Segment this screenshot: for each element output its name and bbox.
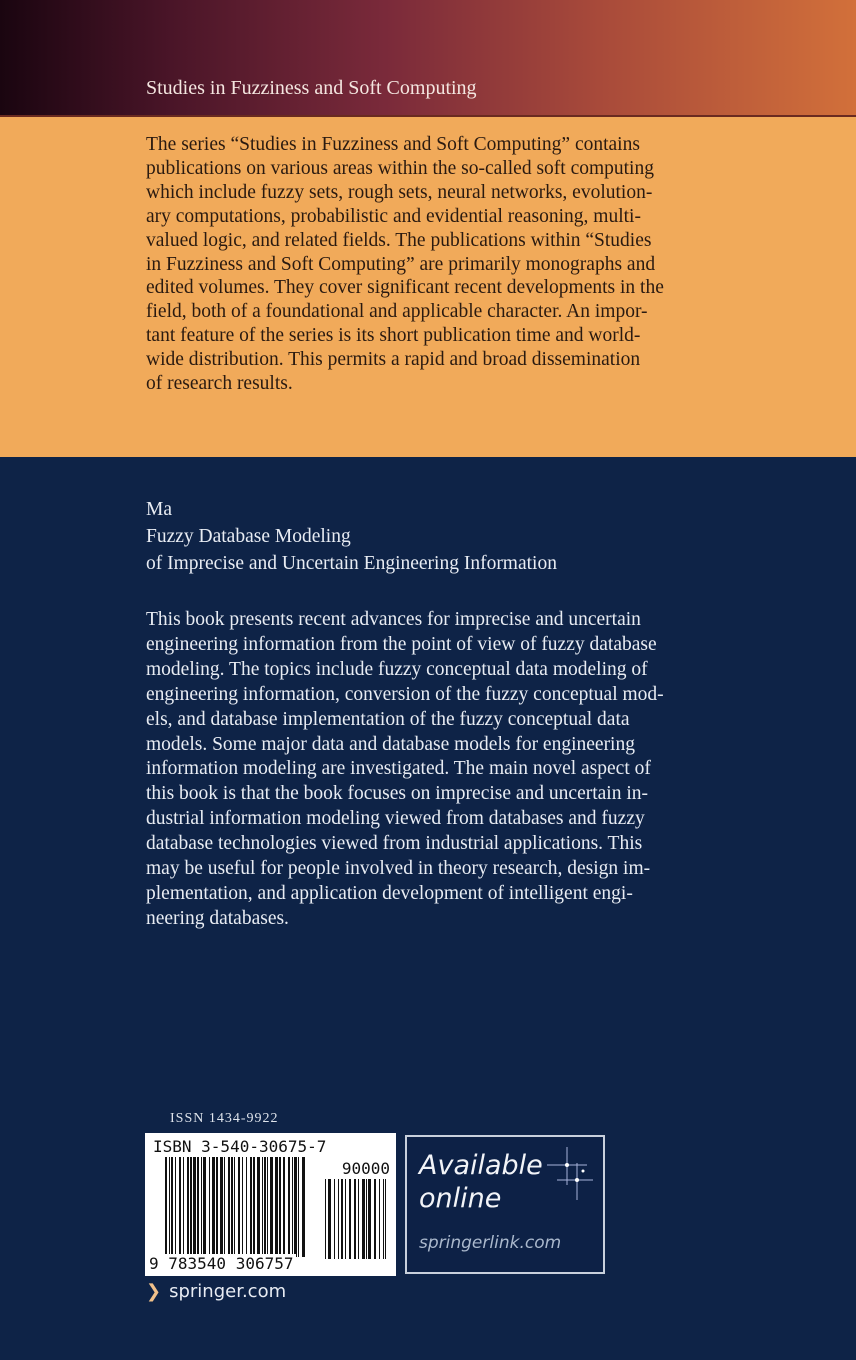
book-info — [146, 496, 557, 577]
barcode-bar — [171, 1157, 173, 1257]
barcode-bar — [250, 1157, 252, 1257]
barcode-bar — [334, 1179, 335, 1259]
barcode-bar — [193, 1157, 196, 1257]
barcode — [145, 1133, 396, 1276]
price-addon: 90000 — [341, 1159, 390, 1178]
springer-link[interactable]: ❯ springer.com — [146, 1281, 287, 1302]
text-line: engineering information, conversion of the fuzzy conceptual mod- — [146, 683, 664, 705]
barcode-bar — [338, 1179, 339, 1259]
text-line: of research results. — [146, 373, 293, 395]
springerlink-link[interactable]: springerlink.com — [419, 1233, 562, 1253]
barcode-bar — [209, 1157, 210, 1257]
text-line: tant feature of the series is its short publication time and world- — [146, 325, 641, 347]
barcode-bar — [341, 1179, 343, 1259]
barcode-bar — [175, 1157, 176, 1257]
barcode-bar — [262, 1157, 263, 1257]
text-line: ary computations, probabilistic and evidential reasoning, multi- — [146, 205, 641, 227]
barcode-bar — [294, 1157, 297, 1257]
book-title: Fuzzy Database Modeling — [146, 526, 351, 547]
barcode-bar — [345, 1179, 346, 1259]
barcode-bar — [234, 1157, 235, 1257]
series-description-band — [0, 117, 856, 457]
text-line: publications on various areas within the so-called soft computing — [146, 157, 654, 179]
available-online-badge — [405, 1135, 605, 1274]
text-line: valued logic, and related fields. The publications within “Studies — [146, 229, 652, 251]
text-line: which include fuzzy sets, rough sets, neural networks, evolution- — [146, 181, 653, 203]
barcode-bar — [385, 1179, 386, 1259]
barcode-bar — [224, 1157, 225, 1257]
barcode-bar — [275, 1157, 278, 1257]
text-line: wide distribution. This permits a rapid and broad dissemination — [146, 349, 641, 371]
text-line: models. Some major data and database models for engineering — [146, 733, 635, 755]
barcode-bar — [216, 1157, 218, 1257]
barcode-bar — [302, 1157, 305, 1257]
barcode-bar — [292, 1157, 293, 1257]
text-line: field, both of a foundational and applicable character. An impor- — [146, 301, 648, 323]
barcode-bar — [379, 1179, 380, 1259]
barcode-bar — [267, 1157, 268, 1257]
book-subtitle: of Imprecise and Uncertain Engineering Information — [146, 553, 557, 574]
barcode-bar — [169, 1157, 170, 1257]
series-title: Studies in Fuzziness and Soft Computing — [146, 77, 477, 99]
text-line: dustrial information modeling viewed from databases and fuzzy — [146, 808, 645, 830]
barcode-bar — [349, 1179, 351, 1259]
issn: ISSN 1434-9922 — [170, 1111, 279, 1126]
barcode-bar — [279, 1157, 281, 1257]
barcode-bar — [325, 1179, 326, 1259]
barcode-bar — [246, 1157, 247, 1257]
text-line: edited volumes. They cover significant recent developments in the — [146, 277, 664, 299]
text-line: els, and database implementation of the fuzzy conceptual data — [146, 708, 630, 730]
text-line: plementation, and application development of intelligent engi- — [146, 882, 633, 904]
barcode-bar — [231, 1157, 233, 1257]
barcode-bar — [298, 1157, 299, 1257]
text-line: this book is that the book focuses on imprecise and uncertain in- — [146, 783, 649, 805]
barcode-bar — [354, 1179, 356, 1259]
barcode-bar — [203, 1157, 206, 1257]
barcode-bar — [328, 1179, 331, 1259]
barcode-bar — [383, 1179, 384, 1259]
barcode-bar — [270, 1157, 273, 1257]
barcode-bar — [201, 1157, 202, 1257]
barcode-bar — [183, 1157, 184, 1257]
barcode-bar — [257, 1157, 260, 1257]
barcode-bar — [212, 1157, 215, 1257]
barcode-bar — [368, 1179, 371, 1259]
barcode-bar — [228, 1157, 230, 1257]
text-line: may be useful for people involved in theory research, design im- — [146, 858, 651, 880]
text-line: in Fuzziness and Soft Computing” are primarily monographs and — [146, 253, 656, 275]
isbn: ISBN 3-540-30675-7 — [153, 1137, 327, 1156]
barcode-bar — [288, 1157, 290, 1257]
series-header-band — [0, 0, 856, 117]
series-description — [146, 133, 664, 396]
barcode-bar — [165, 1157, 167, 1257]
barcode-bar — [190, 1157, 192, 1257]
sparkle-icon — [537, 1145, 597, 1205]
ean-number: 9 783540 306757 — [149, 1254, 294, 1273]
author: Ma — [146, 499, 172, 520]
text-line: information modeling are investigated. The main novel aspect of — [146, 758, 651, 780]
barcode-bar — [187, 1157, 189, 1257]
chevron-right-icon: ❯ — [146, 1281, 162, 1302]
text-line: The series “Studies in Fuzziness and Soft Computing” contains — [146, 134, 640, 155]
barcode-bar — [358, 1179, 359, 1259]
text-line: This book presents recent advances for imprecise and uncertain — [146, 609, 641, 630]
barcode-bar — [362, 1179, 365, 1259]
barcode-bar — [264, 1157, 266, 1257]
text-line: modeling. The topics include fuzzy conceptual data modeling of — [146, 658, 648, 680]
barcode-bar — [197, 1157, 199, 1257]
barcode-bar — [179, 1157, 181, 1257]
book-description — [146, 608, 664, 932]
barcode-bar — [253, 1157, 255, 1257]
available-online-text: Available online — [419, 1150, 543, 1214]
text-line: engineering information from the point of view of fuzzy database — [146, 633, 657, 655]
text-line: neering databases. — [146, 907, 289, 929]
barcode-bar — [366, 1179, 367, 1259]
barcode-bar — [283, 1157, 285, 1257]
barcode-bar — [220, 1157, 223, 1257]
barcode-bar — [374, 1179, 376, 1259]
barcode-bar — [242, 1157, 243, 1257]
text-line: database technologies viewed from industrial applications. This — [146, 833, 643, 855]
barcode-bar — [238, 1157, 240, 1257]
